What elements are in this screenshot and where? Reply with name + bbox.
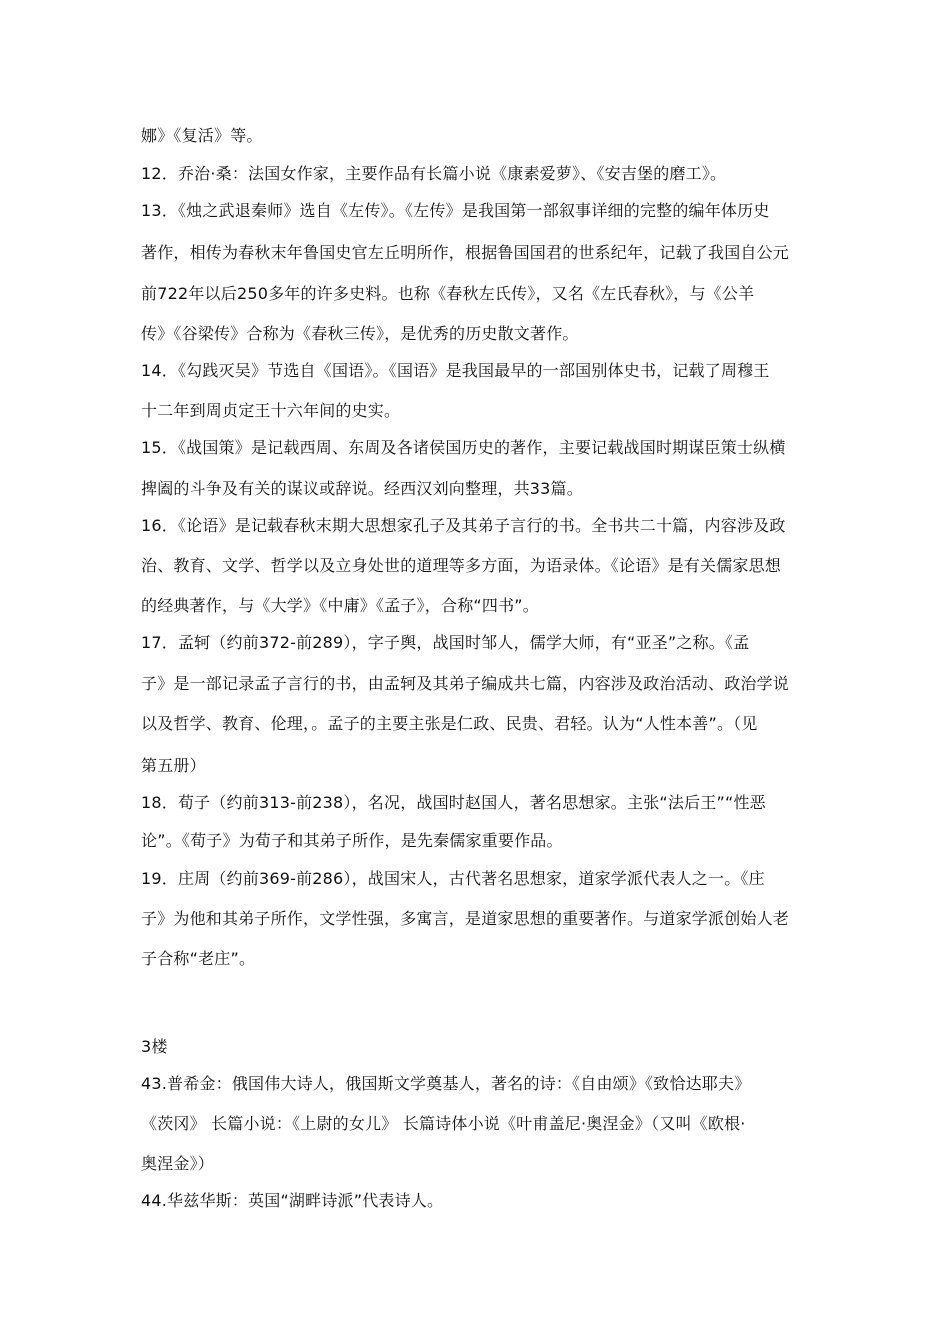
text-line: 娜》《复活》等。: [141, 126, 263, 145]
text-line: 子》是一部记录孟子言行的书，由孟轲及其弟子编成共七篇，内容涉及政治活动、政治学说: [141, 674, 790, 693]
text-line: 前722年以后250多年的许多史料。也称《春秋左氏传》，又名《左氏春秋》，与《公羊: [141, 284, 755, 303]
text-line: 子合称“老庄”。: [141, 949, 256, 968]
text-line: 13．《烛之武退秦师》选自《左传》。《左传》是我国第一部叙事详细的完整的编年体历史: [141, 201, 770, 220]
text-line: 子》为他和其弟子所作，文学性强，多寓言，是道家思想的重要著作。与道家学派创始人老: [141, 909, 790, 928]
text-line: 的经典著作，与《大学》《中庸》《孟子》，合称“四书”。: [141, 596, 539, 615]
text-line: 14．《勾践灭吴》节选自《国语》。《国语》是我国最早的一部国别体史书，记载了周穆王: [141, 361, 770, 380]
text-line: 治、教育、文学、哲学以及立身处世的道理等多方面，为语录体。《论语》是有关儒家思想: [141, 556, 782, 575]
text-line: 以及哲学、教育、伦理，。孟子的主要主张是仁政、民贵、君轻。认为“人性本善”。（见: [141, 714, 758, 733]
text-line: 43.普希金：俄国伟大诗人，俄国斯文学奠基人，著名的诗：《自由颂》《致恰达耶夫》: [141, 1074, 751, 1093]
text-line: 《茨冈》 长篇小说：《上尉的女儿》 长篇诗体小说《叶甫盖尼·奥涅金》（又叫《欧根·: [141, 1114, 746, 1133]
text-line: 17．孟轲（约前372-前289），字子舆，战国时邹人，儒学大师，有“亚圣”之称。《孟: [141, 633, 750, 652]
text-line: 15．《战国策》是记载西周、东周及各诸侯国历史的著作，主要记载战国时期谋臣策士纵横: [141, 438, 786, 457]
text-line: 论”。《荀子》为荀子和其弟子所作，是先秦儒家重要作品。: [141, 831, 563, 850]
section-heading: 3楼: [141, 1037, 168, 1056]
text-line: 传》《谷梁传》合称为《春秋三传》，是优秀的历史散文著作。: [141, 324, 579, 343]
text-line: 16．《论语》是记载春秋末期大思想家孔子及其弟子言行的书。全书共二十篇，内容涉及政: [141, 516, 786, 535]
text-line: 十二年到周贞定王十六年间的史实。: [141, 401, 401, 420]
text-line: 19．庄周（约前369-前286），战国宋人，古代著名思想家，道家学派代表人之一。《庄: [141, 869, 765, 888]
text-line: 奥涅金》）: [141, 1154, 215, 1173]
text-line: 著作，相传为春秋末年鲁国史官左丘明所作，根据鲁国国君的世系纪年，记载了我国自公元: [141, 243, 790, 262]
text-line: 第五册）: [141, 756, 206, 775]
text-line: 捭阖的斗争及有关的谋议或辞说。经西汉刘向整理，共33篇。: [141, 479, 583, 498]
text-line: 18．荀子（约前313-前238），名况，战国时赵国人，著名思想家。主张“法后王”“性恶: [141, 793, 766, 812]
text-line: 12．乔治·桑：法国女作家，主要作品有长篇小说《康素爱萝》、《安吉堡的磨工》。: [141, 164, 727, 183]
text-line: 44.华兹华斯：英国“湖畔诗派”代表诗人。: [141, 1191, 444, 1210]
